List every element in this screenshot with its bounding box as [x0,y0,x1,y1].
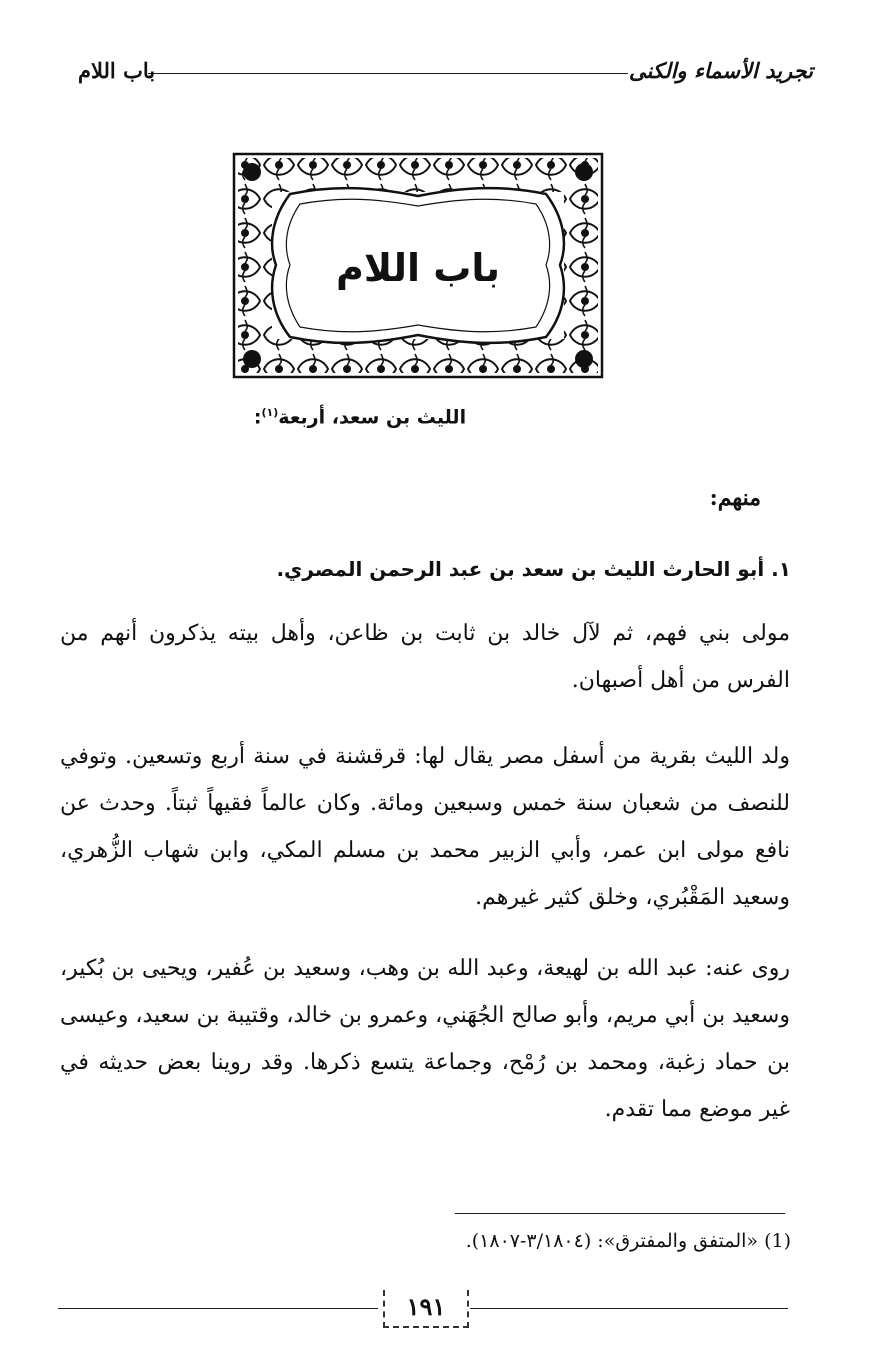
paragraph-text: روى عنه: عبد الله بن لهيعة، وعبد الله بن وهب، وسعيد بن عُفير، ويحيى بن بُكير، وسعيد بن أبي مريم، وأبو صالح الجُهَني، وعمرو بن خالد، وقتيبة بن سعيد، وعيسى بن حماد زغبة، ومحمد بن رُمْح، وجماعة يتسع ذكرها. وقد روينا بعض حديثه في غير موضع مما تقدم. [60,956,790,1122]
footer-rule-left [58,1308,378,1309]
paragraph-biography [60,733,790,921]
entry-title: الليث بن سعد، أربعة [278,406,467,429]
footer-rule-right [470,1308,788,1309]
paragraph-narrators [60,945,790,1133]
header-rule [148,73,628,74]
paragraph-origin [60,610,790,704]
running-chapter-name: باب اللام [78,58,156,83]
page-footer [58,1290,788,1330]
book-title: تجريد الأسماء والكنى [628,58,813,83]
ornamental-frame [228,148,608,383]
person-heading: ١. أبو الحارث الليث بن سعد بن عبد الرحمن المصري. [276,557,791,581]
footnote: (1) «المتفق والمفترق»: (٣/١٨٠٤-١٨٠٧). [465,1230,791,1252]
running-header [78,52,813,92]
entry-heading [200,406,520,428]
footnote-marker: (١) [261,406,279,419]
minhum-label: منهم: [709,485,761,511]
footnote-rule [455,1213,785,1214]
entry-title-colon: : [253,406,262,429]
paragraph-text: مولى بني فهم، ثم لآل خالد بن ثابت بن ظاعن، وأهل بيته يذكرون أنهم من الفرس من أهل أصبهان. [60,621,790,693]
paragraph-text: ولد الليث بقرية من أسفل مصر يقال لها: قرقشنة في سنة أربع وتسعين. وتوفي للنصف من شعبان سنة خمس وسبعين ومائة. وكان عالماً فقيهاً ثبتاً. وحدث عن نافع مولى ابن عمر، وأبي الزبير محمد بن مسلم المكي، وابن شهاب الزُّهري، وسعيد المَقْبُري، وخلق كثير غيرهم. [60,744,790,910]
page-number: ١٩١ [383,1290,469,1328]
chapter-heading: باب اللام [336,246,500,290]
